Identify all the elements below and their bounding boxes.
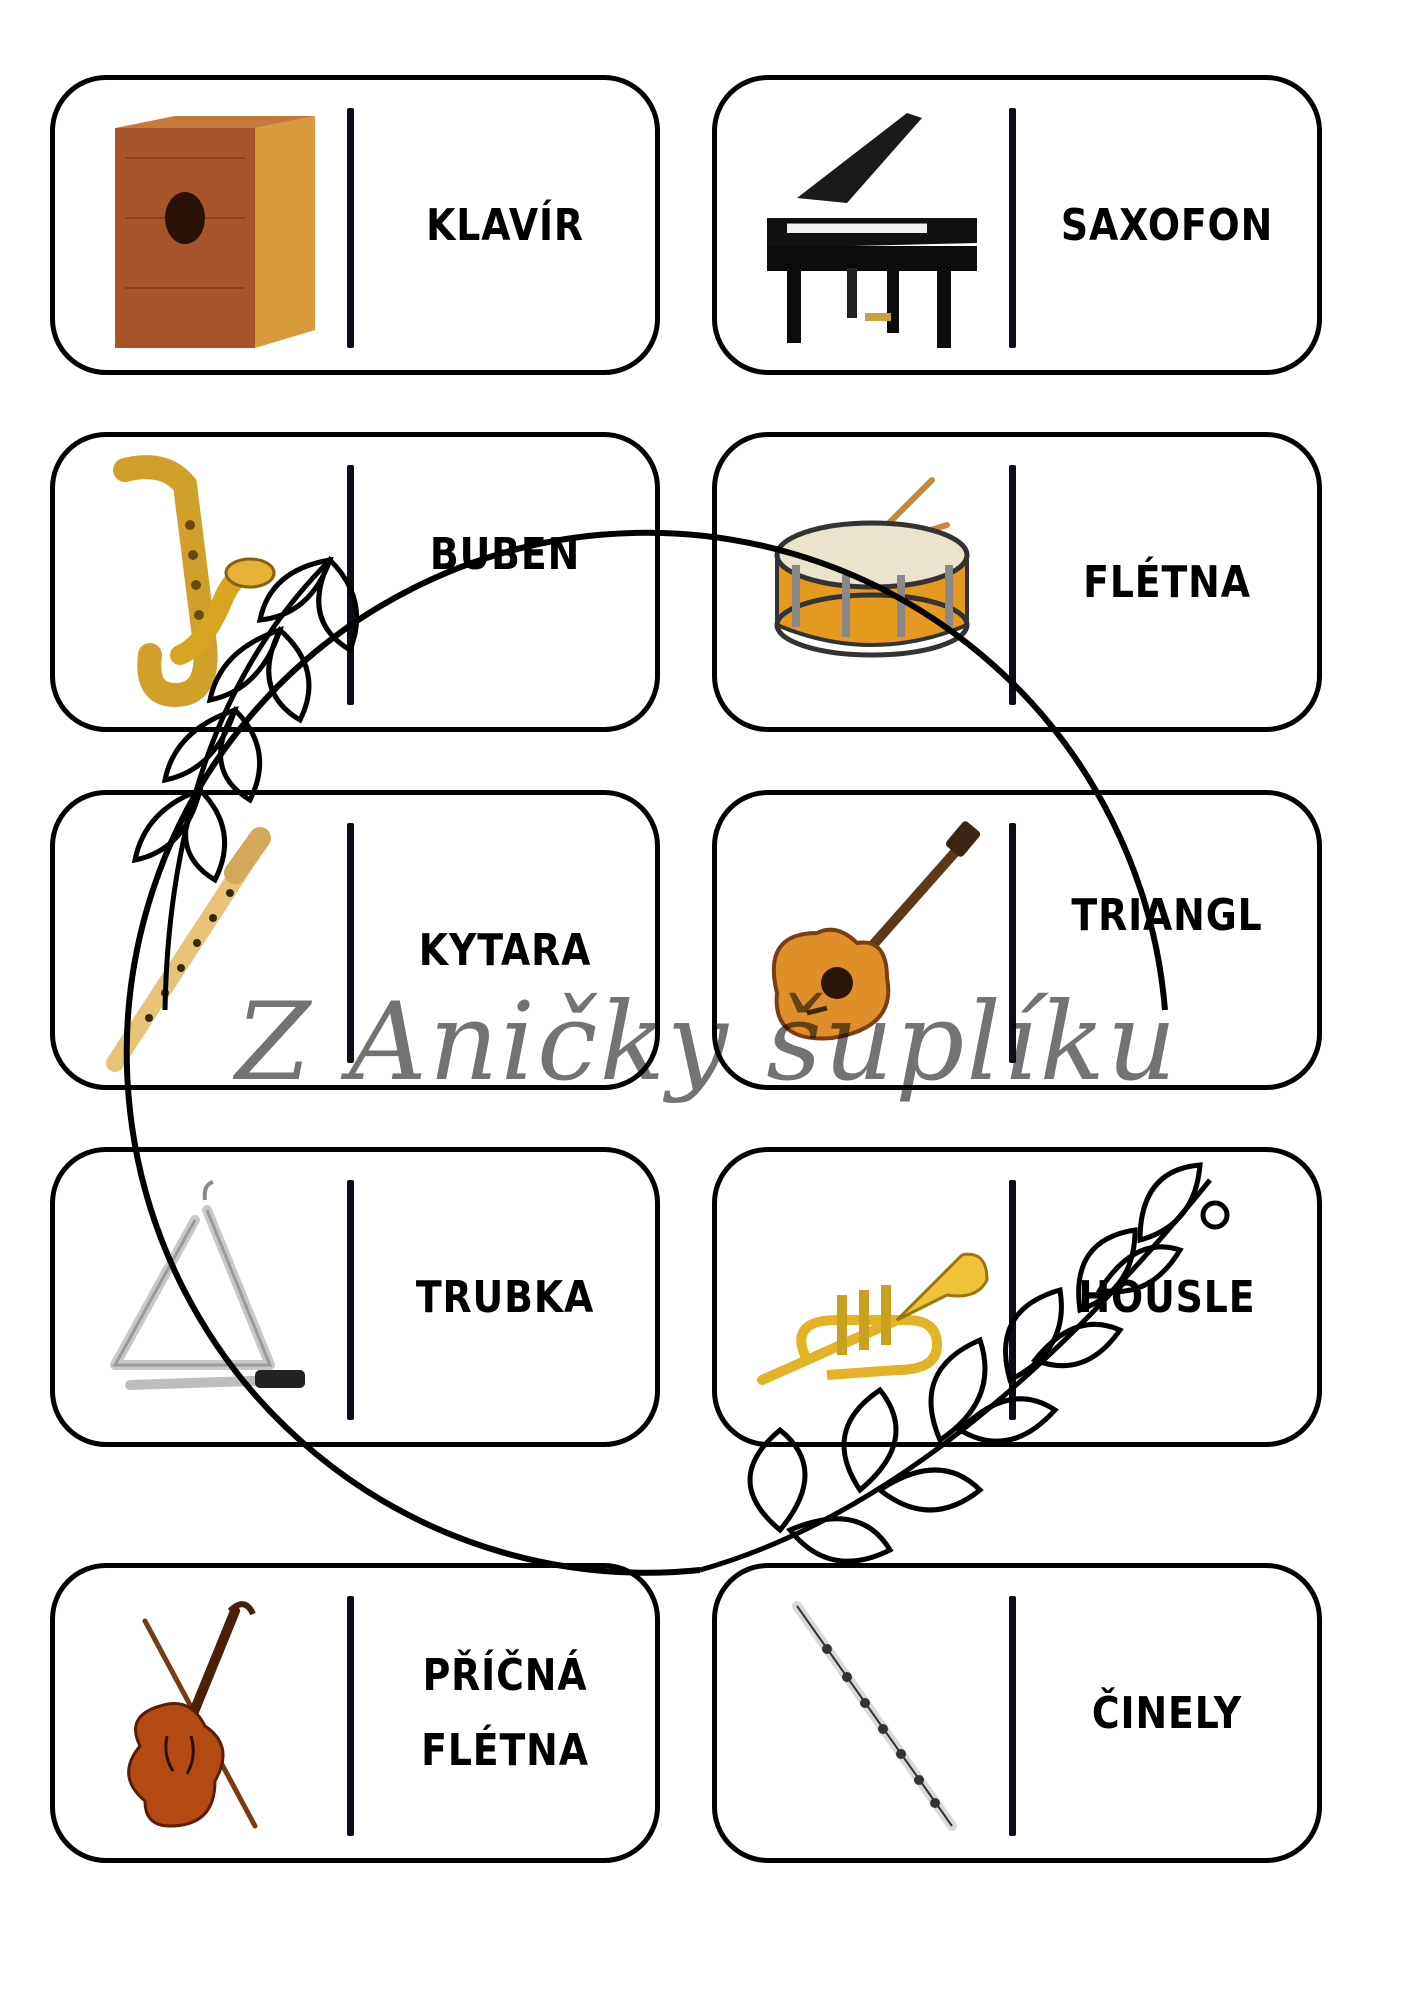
card-label: BUBEN (429, 528, 581, 580)
card-label: HOUSLE (1078, 1271, 1256, 1323)
card-divider (1009, 1596, 1016, 1836)
card-label: TRIANGL (1071, 889, 1263, 941)
card-divider (347, 1180, 354, 1420)
card-divider (1009, 108, 1016, 348)
saxophone-icon (85, 455, 335, 715)
domino-card-9 (50, 1563, 660, 1863)
domino-card-3 (50, 432, 660, 732)
card-divider (347, 465, 354, 705)
trumpet-icon (747, 1170, 997, 1430)
card-label: SAXOFON (1060, 199, 1274, 251)
card-divider (1009, 465, 1016, 705)
card-label: ČINELY (1091, 1687, 1243, 1739)
watermark-text: Z Aničky šuplíku (235, 980, 1179, 1105)
domino-card-7 (50, 1147, 660, 1447)
domino-card-2 (712, 75, 1322, 375)
domino-card-8 (712, 1147, 1322, 1447)
card-label: KYTARA (418, 924, 592, 976)
transverse-flute-icon (747, 1586, 997, 1846)
domino-card-1 (50, 75, 660, 375)
violin-icon (85, 1586, 335, 1846)
domino-card-10 (712, 1563, 1322, 1863)
card-label: FLÉTNA (1083, 556, 1251, 608)
card-divider (347, 1596, 354, 1836)
cajon-icon (85, 98, 335, 358)
grand-piano-icon (747, 98, 997, 358)
domino-card-4 (712, 432, 1322, 732)
card-divider (347, 108, 354, 348)
card-label: TRUBKA (415, 1271, 595, 1323)
snare-drum-icon (747, 455, 997, 715)
card-divider (1009, 1180, 1016, 1420)
triangle-instrument-icon (85, 1170, 335, 1430)
card-label: KLAVÍR (426, 199, 584, 251)
card-label: PŘÍČNÁ FLÉTNA (421, 1650, 589, 1776)
